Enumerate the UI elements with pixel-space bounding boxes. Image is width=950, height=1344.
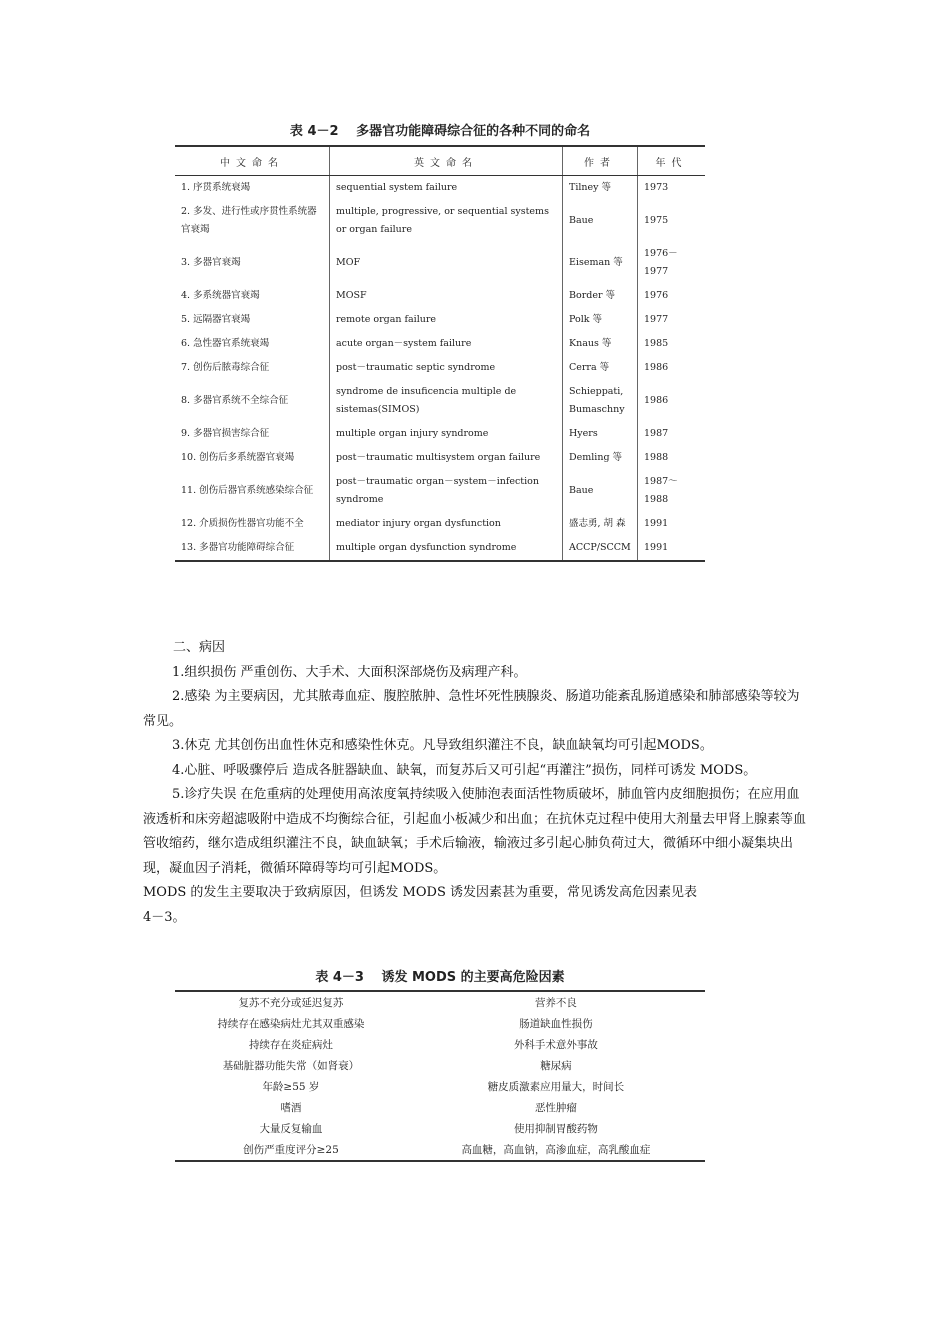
risk-factor-left: 创伤严重度评分≥25 bbox=[175, 1139, 407, 1161]
table-row bbox=[175, 242, 705, 284]
cell-cn: 13. 多器官功能障碍综合征 bbox=[175, 536, 330, 561]
cell-en: multiple organ injury syndrome bbox=[330, 422, 563, 446]
cell-author: Eiseman 等 bbox=[563, 242, 638, 284]
table-row bbox=[175, 1076, 705, 1097]
table-row bbox=[175, 356, 705, 380]
cell-cn: 6. 急性器官系统衰竭 bbox=[181, 338, 270, 349]
cell-en: acute organ－system failure bbox=[330, 332, 563, 356]
table-row bbox=[175, 1097, 705, 1118]
cell-cn: 8. 多器官系统不全综合征 bbox=[181, 395, 289, 406]
cell-author: Cerra 等 bbox=[563, 356, 638, 380]
cell-cn: 11. 创伤后器官系统感染综合征 bbox=[181, 485, 314, 496]
table-4-2 bbox=[175, 145, 705, 562]
paragraph: 3.休克 尤其创伤出血性休克和感染性休克。凡导致组织灌注不良，缺血缺氧均可引起MODS。 bbox=[172, 738, 713, 753]
risk-factor-left: 基础脏器功能失常（如肾衰） bbox=[222, 1060, 360, 1072]
table-row bbox=[175, 446, 705, 470]
cell-year: 1986 bbox=[638, 356, 706, 380]
risk-factor-right: 糖尿病 bbox=[540, 1060, 572, 1072]
table-row bbox=[175, 422, 705, 446]
cell-author: 盛志勇, 胡 森 bbox=[563, 512, 638, 536]
paragraph: 5.诊疗失误 在危重病的处理使用高浓度氧持续吸入使肺泡表面活性物质破坏，肺血管内皮细胞损伤；在应用血液透析和床旁超滤吸附中造成不均衡综合征，引起血小板减少和出血；在抗休克过程中使用大剂量去甲肾上腺素等血管收缩药，继尔造成组织灌注不良，缺血缺氧；手术后输液，输液过多引起心肺负荷过大，微循环中细小凝集块出现，凝血因子消耗，微循环障碍等均可引起MODS。 bbox=[143, 787, 807, 876]
table-4-2-caption: 表 4－2 多器官功能障碍综合征的各种不同的命名 bbox=[289, 124, 591, 139]
cell-author: Demling 等 bbox=[563, 446, 638, 470]
table-row bbox=[175, 1118, 705, 1139]
risk-factor-right: 高血糖，高血钠，高渗血症，高乳酸血症 bbox=[407, 1139, 705, 1161]
cell-author: Tilney 等 bbox=[563, 176, 638, 201]
risk-factor-right: 肠道缺血性损伤 bbox=[519, 1018, 593, 1030]
cell-cn: 3. 多器官衰竭 bbox=[181, 257, 241, 268]
cell-cn: 9. 多器官损害综合征 bbox=[181, 428, 270, 439]
cell-year: 1985 bbox=[638, 332, 706, 356]
table-row bbox=[175, 200, 705, 242]
table-4-3-caption: 表 4－3 诱发 MODS 的主要高危险因素 bbox=[315, 970, 565, 985]
body-text bbox=[143, 636, 808, 930]
table-row bbox=[175, 1034, 705, 1055]
risk-factor-right: 使用抑制胃酸药物 bbox=[513, 1123, 598, 1135]
table-row bbox=[175, 1139, 705, 1161]
cell-cn: 7. 创伤后脓毒综合征 bbox=[181, 362, 270, 373]
cell-author: Hyers bbox=[563, 422, 638, 446]
cell-author: Baue bbox=[563, 200, 638, 242]
cell-year: 1987 bbox=[638, 422, 706, 446]
risk-factor-left: 持续存在炎症病灶 bbox=[248, 1039, 333, 1051]
cell-cn: 10. 创伤后多系统器官衰竭 bbox=[181, 452, 295, 463]
cell-cn: 5. 远隔器官衰竭 bbox=[181, 314, 251, 325]
paragraph: MODS 的发生主要取决于致病原因，但诱发 MODS 诱发因素甚为重要，常见诱发高危因素见表 bbox=[143, 885, 697, 900]
cell-author: ACCP/SCCM bbox=[563, 536, 638, 561]
cell-en: sequential system failure bbox=[330, 176, 563, 201]
paragraph: 2.感染 为主要病因，尤其脓毒血症、腹腔脓肿、急性坏死性胰腺炎、肠道功能紊乱肠道感染和肺部感染等较为常见。 bbox=[143, 689, 800, 729]
risk-factor-left: 大量反复输血 bbox=[259, 1123, 323, 1135]
cell-year: 1975 bbox=[638, 200, 706, 242]
paragraph: 4.心脏、呼吸骤停后 造成各脏器缺血、缺氧，而复苏后又可引起“再灌注”损伤，同样可诱发 MODS。 bbox=[172, 762, 757, 778]
cell-year: 1973 bbox=[638, 176, 706, 201]
header-author: 作者 bbox=[563, 146, 638, 176]
cell-en: post－traumatic multisystem organ failure bbox=[330, 446, 563, 470]
header-chinese-name: 中文命名 bbox=[175, 146, 330, 176]
table-row bbox=[175, 308, 705, 332]
table-row bbox=[175, 1055, 705, 1076]
cell-author: Polk 等 bbox=[563, 308, 638, 332]
table-row bbox=[175, 284, 705, 308]
cell-en: MOSF bbox=[330, 284, 563, 308]
cell-year: 1987～1988 bbox=[638, 470, 706, 512]
cell-en: multiple, progressive, or sequential systems or organ failure bbox=[330, 200, 563, 242]
cell-year: 1991 bbox=[638, 512, 706, 536]
cell-year: 1988 bbox=[638, 446, 706, 470]
cell-en: MOF bbox=[330, 242, 563, 284]
risk-factor-right: 营养不良 bbox=[407, 991, 705, 1013]
cell-cn: 12. 介质损伤性器官功能不全 bbox=[181, 518, 304, 529]
table-row bbox=[175, 512, 705, 536]
table-row bbox=[175, 991, 705, 1013]
risk-factor-left: 年龄≥55 岁 bbox=[262, 1081, 320, 1093]
cell-year: 1976－1977 bbox=[638, 242, 706, 284]
table-row bbox=[175, 1013, 705, 1034]
cell-author: Knaus 等 bbox=[563, 332, 638, 356]
cell-author: Border 等 bbox=[563, 284, 638, 308]
paragraph: 4－3。 bbox=[143, 909, 186, 925]
table-row bbox=[175, 470, 705, 512]
risk-factor-right: 糖皮质激素应用量大，时间长 bbox=[487, 1081, 625, 1093]
cell-en: mediator injury organ dysfunction bbox=[330, 512, 563, 536]
paragraph: 1.组织损伤 严重创伤、大手术、大面积深部烧伤及病理产科。 bbox=[172, 664, 527, 680]
cell-year: 1986 bbox=[638, 380, 706, 422]
cell-en: post－traumatic septic syndrome bbox=[330, 356, 563, 380]
cell-cn: 2. 多发、进行性或序贯性系统器官衰竭 bbox=[181, 206, 317, 235]
cell-year: 1977 bbox=[638, 308, 706, 332]
risk-factor-right: 外科手术意外事故 bbox=[513, 1039, 598, 1051]
risk-factor-left: 嗜酒 bbox=[280, 1102, 302, 1114]
cell-en: multiple organ dysfunction syndrome bbox=[330, 536, 563, 561]
header-year: 年代 bbox=[638, 146, 706, 176]
header-english-name: 英文命名 bbox=[330, 146, 563, 176]
section-heading: 二、病因 bbox=[173, 640, 226, 655]
table-row bbox=[175, 380, 705, 422]
cell-author: Schieppati, Bumaschny bbox=[563, 380, 638, 422]
table-row bbox=[175, 536, 705, 561]
cell-author: Baue bbox=[563, 470, 638, 512]
table-row bbox=[175, 176, 705, 201]
risk-factor-right: 恶性肿瘤 bbox=[534, 1102, 577, 1114]
cell-en: syndrome de insuficencia multiple de sistemas(SIMOS) bbox=[330, 380, 563, 422]
cell-cn: 4. 多系统器官衰竭 bbox=[181, 290, 260, 301]
cell-year: 1976 bbox=[638, 284, 706, 308]
table-4-3 bbox=[175, 990, 705, 1162]
table-row bbox=[175, 332, 705, 356]
risk-factor-left: 复苏不充分或延迟复苏 bbox=[175, 991, 407, 1013]
cell-year: 1991 bbox=[638, 536, 706, 561]
cell-en: remote organ failure bbox=[330, 308, 563, 332]
cell-cn: 1. 序贯系统衰竭 bbox=[181, 182, 251, 193]
cell-en: post－traumatic organ－system－infection syndrome bbox=[330, 470, 563, 512]
risk-factor-left: 持续存在感染病灶尤其双重感染 bbox=[217, 1018, 365, 1030]
table-header-row bbox=[175, 146, 705, 176]
